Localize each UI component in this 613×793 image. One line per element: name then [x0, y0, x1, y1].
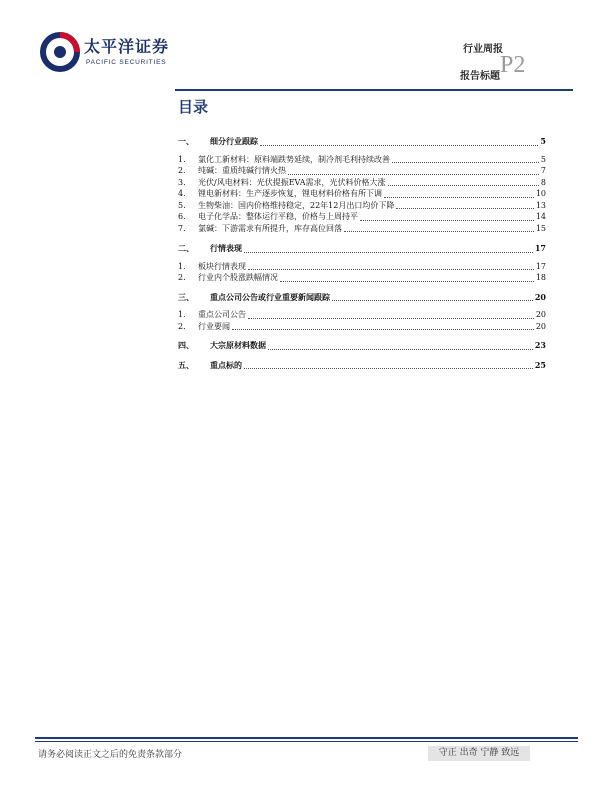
toc-number: 一、	[178, 136, 194, 146]
toc-number: 2.	[178, 166, 186, 175]
toc-leader	[384, 196, 534, 198]
toc-subsection[interactable]	[178, 223, 546, 235]
toc-title: 细分行业跟踪	[210, 136, 258, 146]
toc-subsection[interactable]	[178, 200, 546, 212]
toc-number: 3.	[178, 177, 186, 187]
toc-section[interactable]	[178, 292, 546, 304]
report-category: 行业周报	[463, 44, 503, 55]
toc-number: 二、	[178, 243, 194, 253]
toc-page-number: 8	[540, 177, 546, 187]
toc-page-number: 23	[534, 340, 546, 350]
toc-number: 4.	[178, 189, 186, 198]
toc-leader	[244, 367, 533, 369]
brand-name-english: PACIFIC SECURITIES	[86, 59, 167, 66]
toc-number: 2.	[178, 273, 186, 282]
toc-title: 氯化工新材料：原料端跌势延续，制冷剂毛利持续改善	[198, 154, 390, 164]
toc-leader	[268, 348, 533, 350]
toc-subsection[interactable]	[178, 177, 546, 189]
toc-leader	[232, 328, 534, 330]
toc-title: 纯碱：重质纯碱行情火热	[198, 166, 286, 175]
toc-leader	[360, 219, 534, 221]
toc-title: 锂电新材料：生产逐步恢复，锂电材料价格有所下调	[198, 189, 382, 198]
toc-heading: 目录	[178, 98, 209, 116]
toc-title: 电子化学品：整体运行平稳，价格与上周持平	[198, 212, 358, 221]
toc-page-number: 5	[540, 154, 546, 164]
toc-leader	[280, 280, 534, 282]
toc-page-number: 14	[535, 212, 546, 221]
toc-section[interactable]	[178, 360, 546, 372]
toc-title: 重点公司公告	[198, 310, 246, 319]
toc-subsection[interactable]	[178, 165, 546, 177]
toc-subsection[interactable]	[178, 154, 546, 166]
toc-page-number: 10	[535, 189, 546, 198]
footer-divider	[35, 737, 578, 739]
toc-title: 板块行情表现	[198, 261, 246, 271]
toc-leader	[288, 173, 539, 175]
toc-leader	[396, 207, 533, 209]
toc-leader	[248, 317, 534, 319]
toc-title: 行业要闻	[198, 321, 230, 331]
company-logo	[40, 30, 170, 76]
toc-number: 三、	[178, 291, 194, 302]
toc-section[interactable]	[178, 340, 546, 352]
toc-title: 行情表现	[210, 243, 242, 253]
toc-page-number: 20	[535, 321, 546, 331]
pacific-securities-logo-icon	[40, 30, 80, 74]
toc-subsection[interactable]	[178, 321, 546, 333]
toc-leader	[244, 251, 533, 253]
toc-subsection[interactable]	[178, 309, 546, 321]
toc-number: 7.	[178, 223, 186, 233]
header-divider	[175, 89, 573, 91]
toc-page-number: 20	[535, 310, 546, 319]
toc-title: 行业内个股涨跌幅情况	[198, 273, 278, 282]
toc-page-number: 18	[535, 273, 546, 282]
footer-disclaimer: 请务必阅读正文之后的免责条款部分	[38, 750, 183, 760]
report-title: 报告标题	[460, 71, 500, 82]
toc-title: 重点公司公告或行业重要新闻跟踪	[210, 291, 330, 302]
toc-leader	[388, 184, 539, 186]
toc-title: 生物柴油：国内价格维持稳定，22年12月出口均价下降	[198, 200, 395, 210]
toc-page-number: 20	[534, 291, 546, 302]
toc-page-number: 7	[540, 166, 546, 175]
toc-number: 五、	[178, 359, 194, 370]
toc-leader	[344, 230, 534, 232]
toc-page-number: 15	[535, 223, 546, 233]
toc-number: 1.	[178, 261, 186, 271]
toc-leader	[332, 299, 533, 301]
toc-number: 1.	[178, 154, 186, 164]
toc-title: 重点标的	[210, 359, 242, 370]
toc-number: 6.	[178, 212, 186, 221]
toc-number: 1.	[178, 310, 186, 319]
toc-subsection[interactable]	[178, 188, 546, 200]
toc-page-number: 13	[535, 200, 546, 210]
toc-leader	[392, 161, 539, 163]
brand-name-chinese: 太平洋证券	[84, 37, 170, 56]
toc-page-number: 17	[535, 261, 546, 271]
footer-divider-thin	[35, 741, 578, 742]
toc-section[interactable]	[178, 136, 546, 148]
toc-subsection[interactable]	[178, 211, 546, 223]
toc-number: 2.	[178, 321, 186, 331]
footer-motto: 守正 出奇 宁静 致远	[428, 746, 530, 761]
toc-number: 四、	[178, 340, 194, 350]
toc-leader	[248, 268, 534, 270]
table-of-contents	[178, 136, 546, 371]
toc-title: 大宗原材料数据	[210, 340, 266, 350]
toc-subsection[interactable]	[178, 261, 546, 273]
toc-page-number: 17	[534, 243, 546, 253]
toc-leader	[260, 144, 538, 146]
toc-subsection[interactable]	[178, 272, 546, 284]
toc-page-number: 5	[540, 136, 546, 146]
toc-title: 氯碱：下游需求有所提升，库存高位回落	[198, 223, 342, 233]
toc-page-number: 25	[534, 359, 546, 370]
page-number: P2	[500, 52, 526, 78]
toc-section[interactable]	[178, 243, 546, 255]
toc-number: 5.	[178, 200, 186, 210]
toc-title: 光伏/风电材料：光伏提振EVA需求，光伏料价格大涨	[198, 177, 386, 187]
